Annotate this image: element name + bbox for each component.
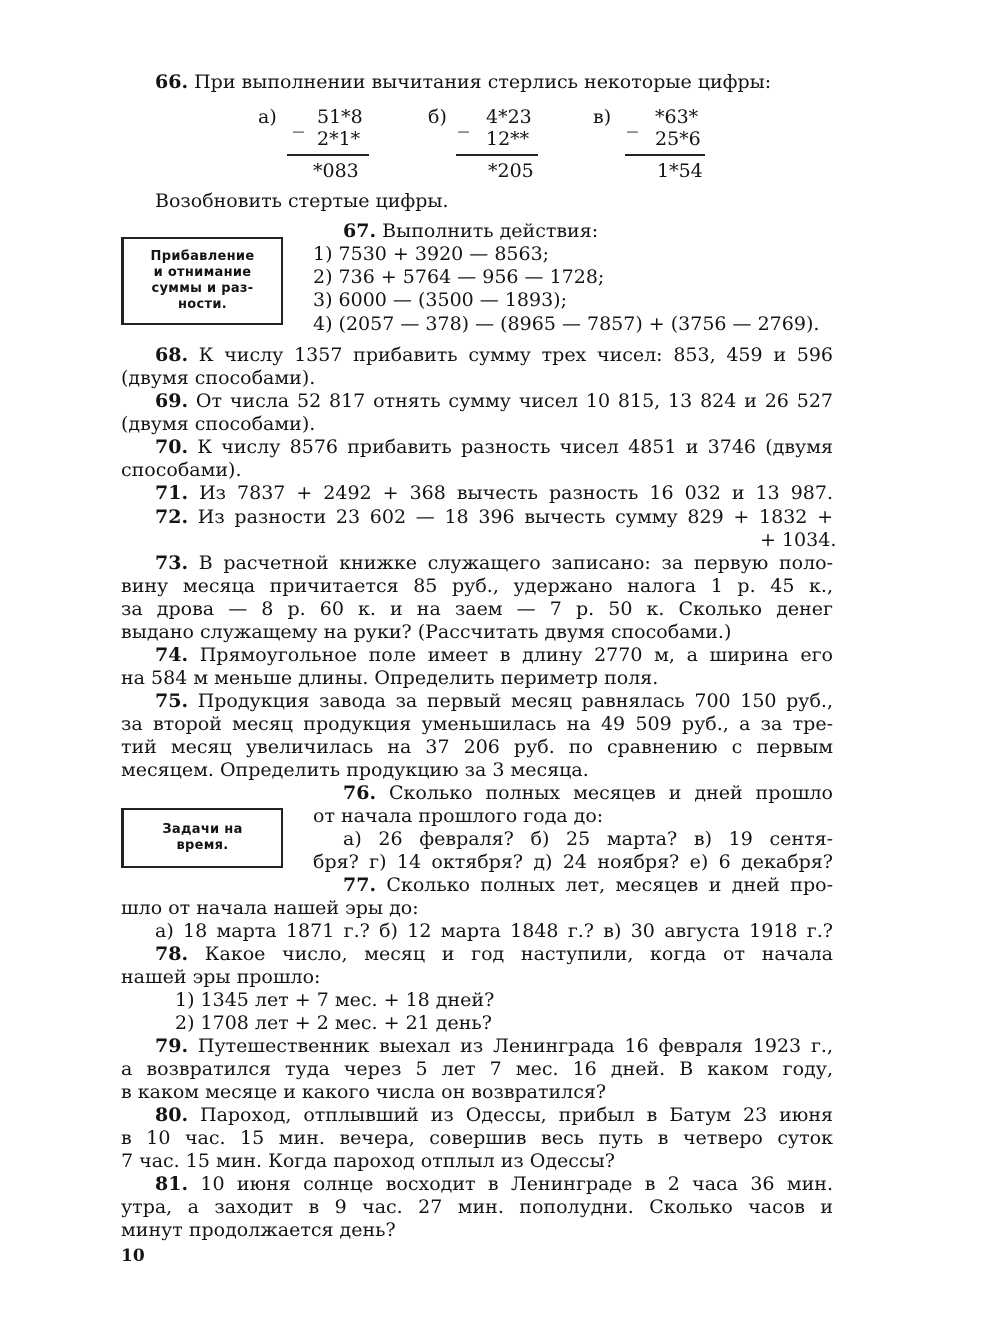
problem-75-line: месяцем. Определить продукцию за 3 месяца. — [121, 759, 589, 781]
problem-text: Продукция завода за первый месяц равнялась 700 150 руб., — [197, 690, 833, 712]
section-label-line: Задачи на — [162, 822, 243, 837]
result-rule — [287, 154, 369, 156]
problem-number: 78. — [155, 943, 189, 965]
minuend: 51*8 — [317, 106, 363, 128]
subtrahend: 25*6 — [655, 128, 701, 150]
problem-68-line — [155, 344, 833, 367]
problem-76-line — [343, 782, 833, 805]
problem-number: 76. — [343, 782, 377, 804]
problem-text: Из разности 23 602 — 18 396 вычесть сумму 829 + 1832 + — [197, 506, 833, 528]
problem-80-line: 7 час. 15 мин. Когда пароход отплыл из Одессы? — [121, 1150, 615, 1172]
problem-66-title-line — [155, 71, 771, 94]
problem-73-line: вину месяца причитается 85 руб., удержано налога 1 р. 45 к., — [121, 575, 833, 597]
problem-number: 67. — [343, 220, 377, 242]
problem-number: 77. — [343, 874, 377, 896]
problem-number: 74. — [155, 644, 189, 666]
problem-text: Выполнить действия: — [382, 220, 599, 242]
problem-73-line — [155, 552, 833, 575]
problem-74-line: на 584 м меньше длины. Определить периметр поля. — [121, 667, 659, 689]
section-label-line: Прибавление — [150, 249, 255, 264]
problem-text: Прямоугольное поле имеет в длину 2770 м, а ширина его — [199, 644, 833, 666]
item-label: б) — [428, 106, 447, 128]
problem-number: 71. — [155, 482, 189, 504]
problem-67-item: 3) 6000 — (3500 — 1893); — [313, 289, 567, 311]
section-label-line: суммы и раз- — [151, 281, 254, 296]
problem-78-line: 1) 1345 лет + 7 мес. + 18 дней? — [175, 989, 495, 1011]
problem-80-line: в 10 час. 15 мин. вечера, совершив весь путь в четверо суток — [121, 1127, 833, 1149]
problem-text: Сколько полных лет, месяцев и дней про- — [386, 874, 833, 896]
result-rule — [625, 154, 705, 156]
problem-72-line: + 1034. — [760, 529, 837, 551]
problem-number: 72. — [155, 506, 189, 528]
item-label: в) — [593, 106, 612, 128]
problem-text: Пароход, отплывший из Одессы, прибыл в Батум 23 июня — [200, 1104, 833, 1126]
section-label-line: ности. — [177, 297, 227, 312]
problem-78-line: 2) 1708 лет + 2 мес. + 21 день? — [175, 1012, 492, 1034]
problem-67-item: 1) 7530 + 3920 — 8563; — [313, 243, 550, 265]
difference: *083 — [313, 160, 359, 182]
minus-sign: _ — [627, 108, 638, 133]
problem-74-line — [155, 644, 833, 667]
problem-77-line — [343, 874, 833, 897]
problem-75-line: за второй месяц продукция уменьшилась на 49 509 руб., а за тре- — [121, 713, 833, 735]
minuend: *63* — [655, 106, 699, 128]
problem-77-line: шло от начала нашей эры до: — [121, 897, 419, 919]
subtraction-a — [255, 104, 375, 184]
problem-70-line — [155, 436, 833, 459]
problem-79-line: а возвратился туда через 5 лет 7 мес. 16 дней. В каком году, — [121, 1058, 833, 1080]
section-label-line: время. — [176, 838, 229, 853]
problem-67-item: 4) (2057 — 378) — (8965 — 7857) + (3756 — 2769). — [313, 313, 820, 335]
problem-text: Какое число, месяц и год наступили, когда от начала — [204, 943, 833, 965]
problem-79-line: в каком месяце и какого числа он возвратился? — [121, 1081, 607, 1103]
problem-70-line: способами). — [121, 459, 242, 481]
problem-68-line: (двумя способами). — [121, 367, 316, 389]
problem-text: При выполнении вычитания стерлись некоторые цифры: — [194, 71, 772, 93]
problem-67-item: 2) 736 + 5764 — 956 — 1728; — [313, 266, 605, 288]
subtraction-b — [428, 104, 548, 184]
problem-number: 70. — [155, 436, 189, 458]
page-number: 10 — [121, 1246, 145, 1266]
problem-text: 10 июня солнце восходит в Ленинграде в 2 часа 36 мин. — [200, 1173, 833, 1195]
problem-69-line: (двумя способами). — [121, 413, 316, 435]
problem-73-line: за дрова — 8 р. 60 к. и на заем — 7 р. 50 к. Сколько денег — [121, 598, 833, 620]
problem-text: К числу 8576 прибавить разность чисел 4851 и 3746 (двумя — [197, 436, 833, 458]
problem-text: Путешественник выехал из Ленинграда 16 февраля 1923 г., — [197, 1035, 833, 1057]
problem-number: 80. — [155, 1104, 189, 1126]
subtrahend: 12** — [486, 128, 530, 150]
problem-number: 81. — [155, 1173, 189, 1195]
section-label-line: и отнимание — [153, 265, 252, 280]
problem-81-line: утра, а заходит в 9 час. 27 мин. пополудни. Сколько часов и — [121, 1196, 833, 1218]
difference: 1*54 — [657, 160, 703, 182]
problem-75-line — [155, 690, 833, 713]
problem-66-footer: Возобновить стертые цифры. — [155, 190, 449, 212]
problem-text: От числа 52 817 отнять сумму чисел 10 815, 13 824 и 26 527 — [195, 390, 833, 412]
problem-80-line — [155, 1104, 833, 1127]
problem-79-line — [155, 1035, 833, 1058]
section-label-time-problems — [121, 808, 283, 868]
problem-text: К числу 1357 прибавить сумму трех чисел: 853, 459 и 596 — [198, 344, 833, 366]
problem-67-title-line — [343, 220, 598, 243]
problem-text: В расчетной книжке служащего записано: за первую поло- — [198, 552, 834, 574]
problem-number: 79. — [155, 1035, 189, 1057]
minuend: 4*23 — [486, 106, 532, 128]
problem-number: 68. — [155, 344, 189, 366]
problem-76-line: от начала прошлого года до: — [313, 805, 604, 827]
item-label: а) — [258, 106, 277, 128]
section-label-addition-subtraction — [121, 237, 283, 325]
problem-75-line: тий месяц увеличилась на 37 206 руб. по сравнению с первым — [121, 736, 833, 758]
problem-81-line: минут продолжается день? — [121, 1219, 396, 1241]
difference: *205 — [488, 160, 534, 182]
problem-text: Из 7837 + 2492 + 368 вычесть разность 16 032 и 13 987. — [199, 482, 833, 504]
problem-72-line — [155, 506, 833, 529]
problem-78-line: нашей эры прошло: — [121, 966, 321, 988]
minus-sign: _ — [458, 108, 469, 133]
problem-73-line: выдано служащему на руки? (Рассчитать двумя способами.) — [121, 621, 732, 643]
problem-77-line: а) 18 марта 1871 г.? б) 12 марта 1848 г.? в) 30 августа 1918 г.? — [155, 920, 833, 942]
problem-69-line — [155, 390, 833, 413]
problem-number: 73. — [155, 552, 189, 574]
problem-81-line — [155, 1173, 833, 1196]
problem-71-line — [155, 482, 833, 505]
subtrahend: 2*1* — [317, 128, 361, 150]
problem-78-line — [155, 943, 833, 966]
problem-text: Сколько полных месяцев и дней прошло — [388, 782, 833, 804]
problem-number: 66. — [155, 71, 189, 93]
problem-number: 69. — [155, 390, 189, 412]
subtraction-c — [593, 104, 713, 184]
problem-76-line: бря? г) 14 октября? д) 24 ноября? е) 6 декабря? — [313, 851, 833, 873]
problem-number: 75. — [155, 690, 189, 712]
minus-sign: _ — [293, 108, 304, 133]
result-rule — [456, 154, 538, 156]
problem-76-line: а) 26 февраля? б) 25 марта? в) 19 сентя- — [343, 828, 833, 850]
